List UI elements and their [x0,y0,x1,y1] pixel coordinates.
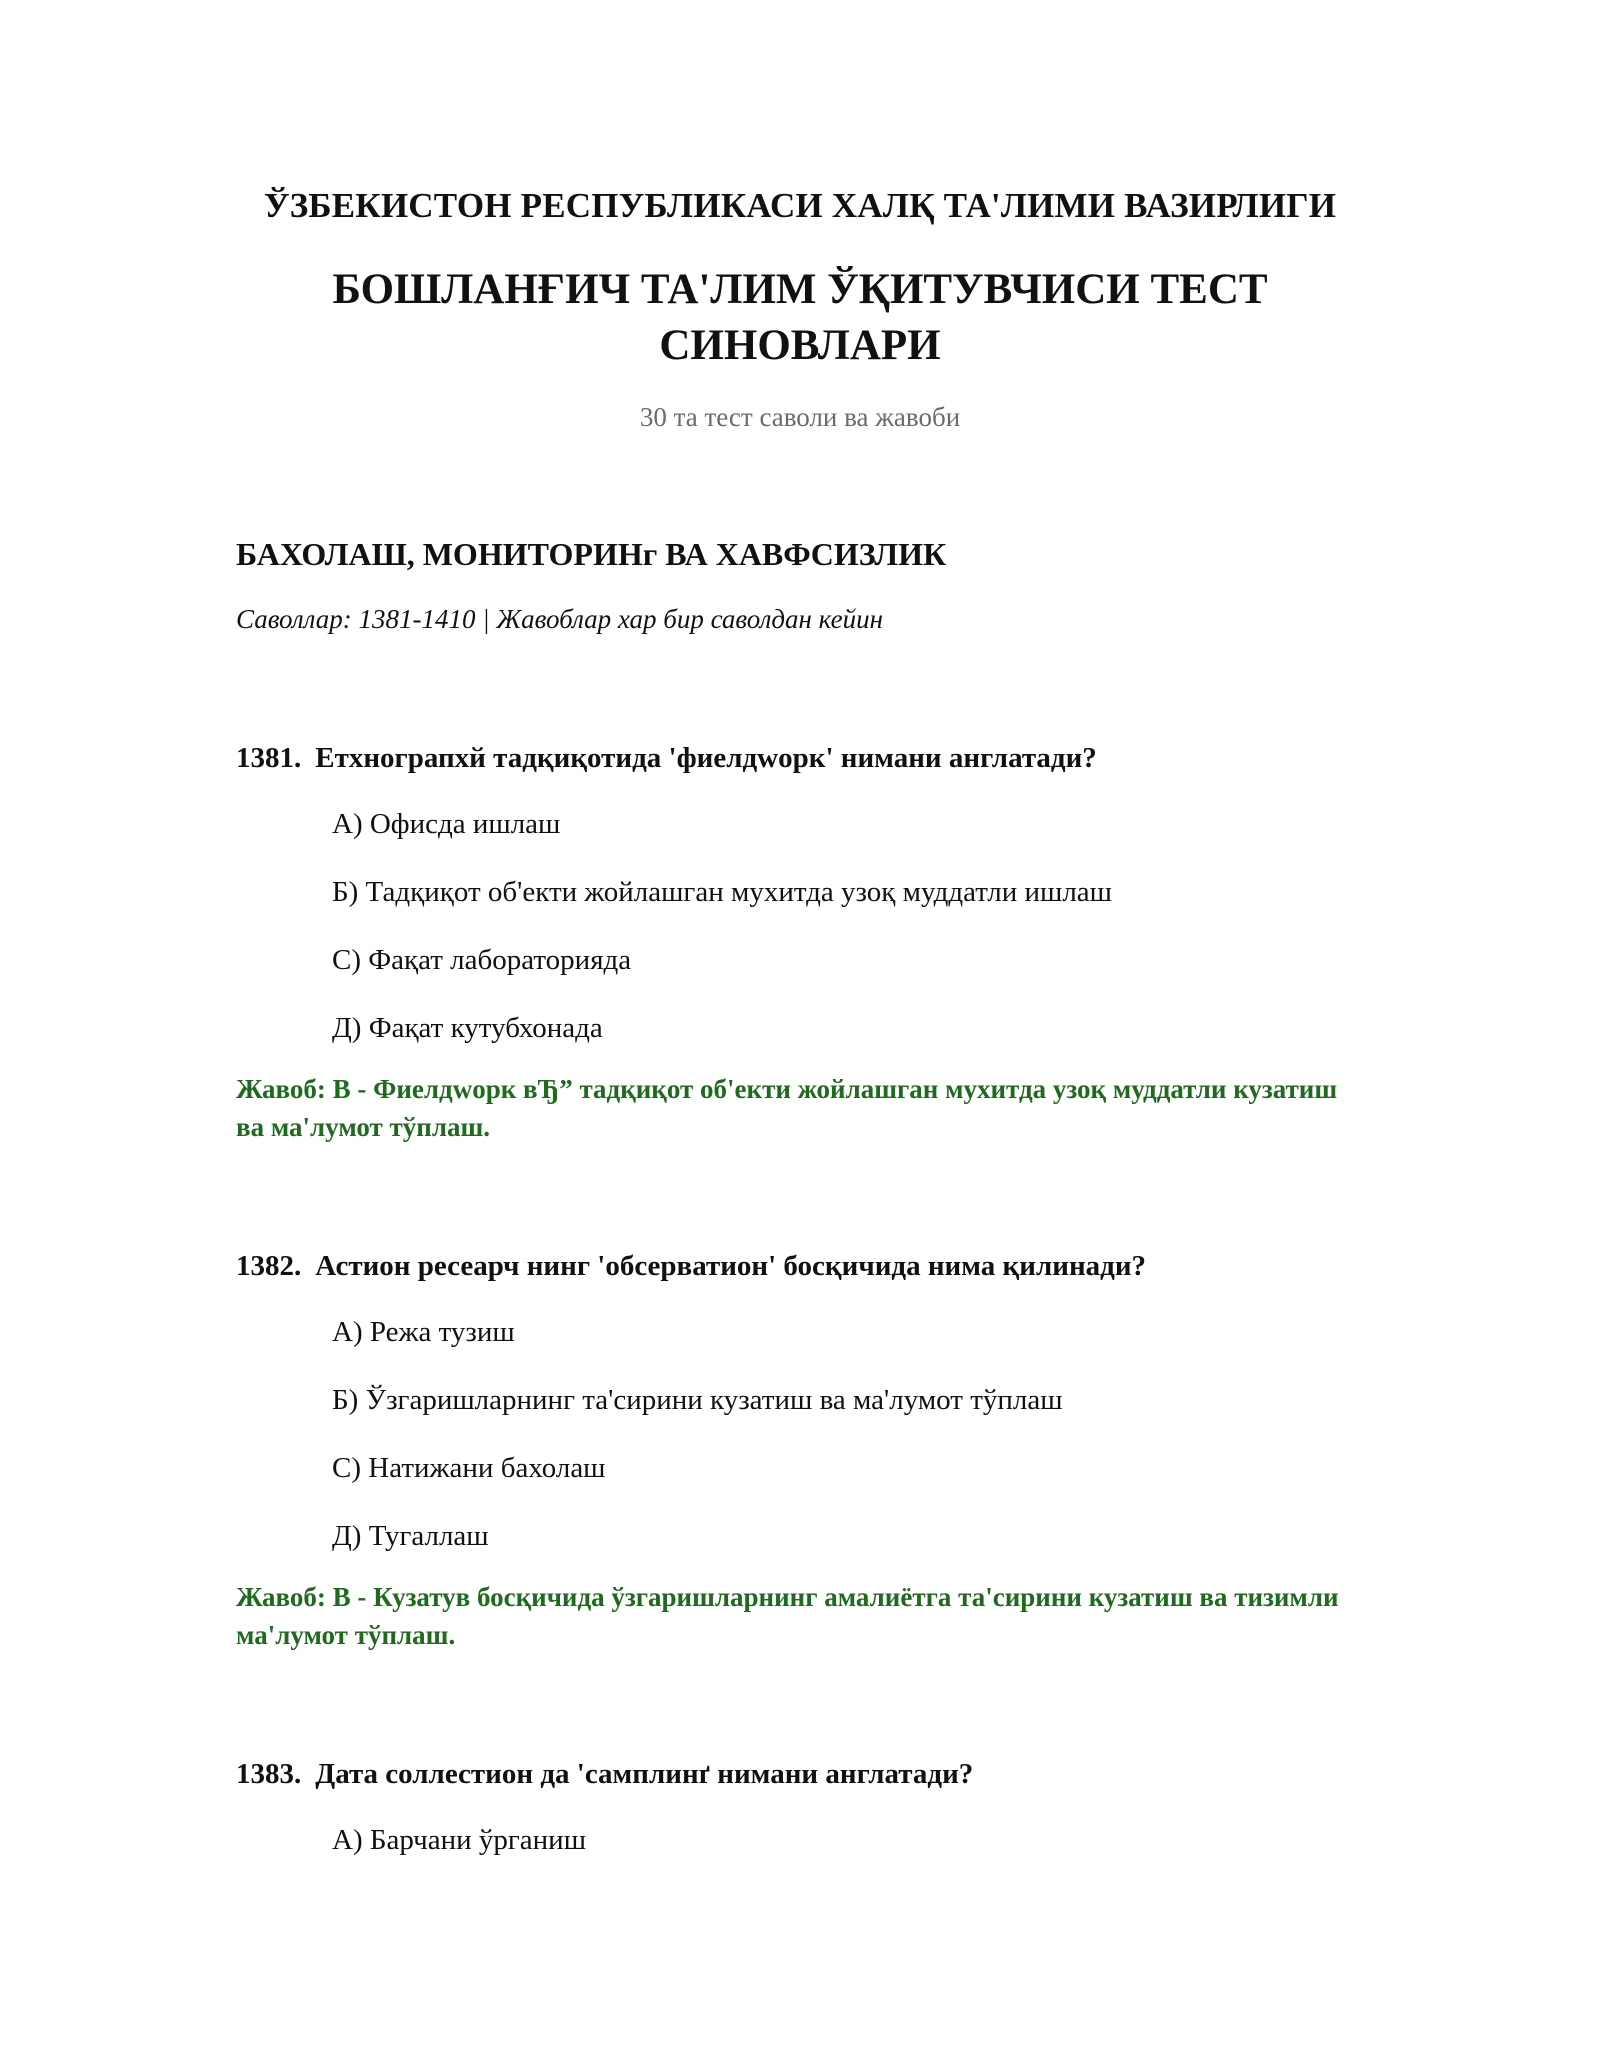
ministry-heading: ЎЗБЕКИСТОН РЕСПУБЛИКАСИ ХАЛҚ ТА'ЛИМИ ВАЗИРЛИГИ [263,186,1337,225]
question-number: 1382. [236,1250,302,1282]
answer-text: Жавоб: В - Фиелдwорк вЂ” тадқиқот об'екти жойлашган мухитда узоқ муддатли кузатиш ва ма'лумот тўплаш. [236,1074,1338,1142]
option-a: А) Режа тузиш [332,1316,515,1348]
question-block [236,1246,1339,1654]
question-number: 1381. [236,742,302,774]
question-text [236,1754,1336,1794]
option-d: Д) Фақат кутубхонада [332,1012,603,1044]
section-meta: Саволлар: 1381-1410 | Жавоблар хар бир саволдан кейин [236,604,884,634]
options-list [236,1298,1336,1570]
section-title: БАХОЛАШ, МОНИТОРИНг ВА ХАВФСИЗЛИК [236,536,947,572]
options-list [236,790,1336,1062]
option-a: А) Офисда ишлаш [332,808,561,840]
options-list [236,1806,1336,1874]
option-c: С) Фақат лабораторияда [332,944,632,976]
question-text [236,1246,1336,1286]
question-number: 1383. [236,1758,302,1790]
title-line-1: БОШЛАНҒИЧ ТА'ЛИМ ЎҚИТУВЧИСИ ТЕСТ [332,266,1268,313]
question-label: Етхнограпхй тадқиқотида 'фиелдwорк' нимани англатади? [315,742,1097,774]
option-b: Б) Ўзгаришларнинг та'сирини кузатиш ва ма'лумот тўплаш [332,1384,1063,1416]
option-c: С) Натижани бахолаш [332,1452,606,1484]
question-block [236,1754,1336,1874]
question-label: Дата соллестион да 'самплинґ нимани англатади? [315,1758,974,1790]
option-d: Д) Тугаллаш [332,1520,489,1552]
question-label: Астион ресеарч нинг 'обсерватион' босқичида нима қилинади? [315,1250,1147,1282]
question-text [236,738,1336,778]
option-a: А) Барчани ўрганиш [332,1824,587,1856]
title-line-2: СИНОВЛАРИ [659,322,941,369]
document-title [0,262,1600,374]
question-block [236,738,1336,1146]
option-b: Б) Тадқиқот об'екти жойлашган мухитда узоқ муддатли ишлаш [332,876,1112,908]
document-subtitle: 30 та тест саволи ва жавоби [639,402,961,432]
answer-text: Жавоб: В - Кузатув босқичида ўзгаришларнинг амалиётга та'сирини кузатиш ва тизимли ма'лумот тўплаш. [236,1582,1339,1650]
